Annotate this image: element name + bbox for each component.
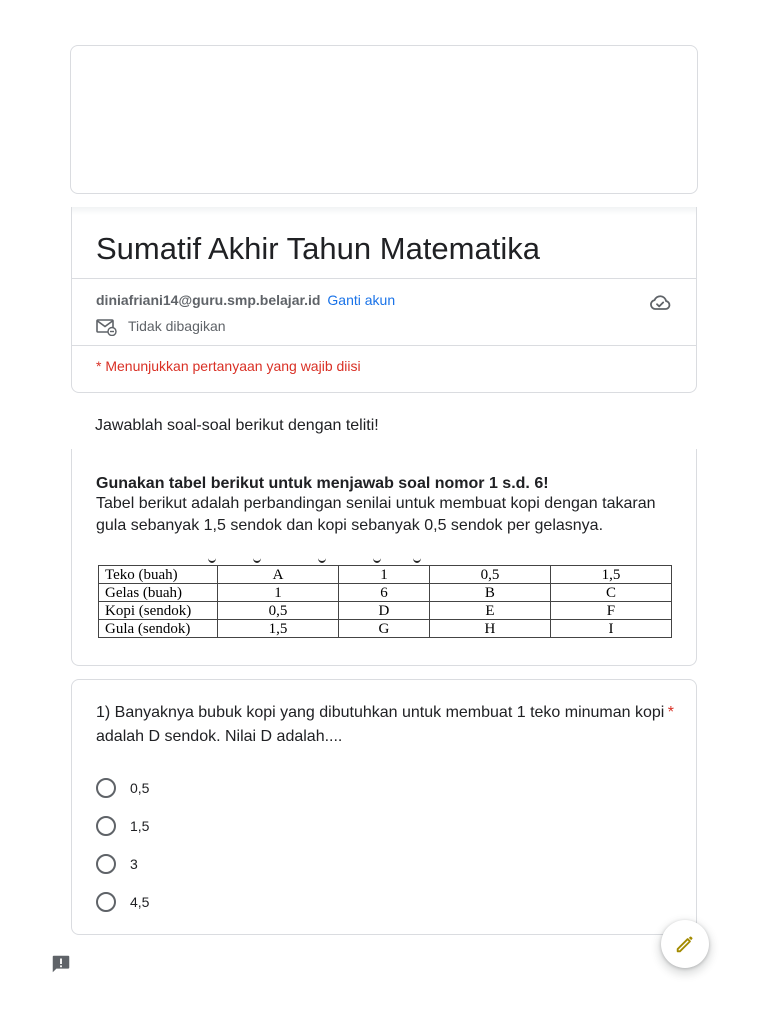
account-divider [72,345,696,346]
required-note: * Menunjukkan pertanyaan yang wajib diisi [96,358,361,374]
ratio-table-row-header: Teko (buah) [99,566,218,584]
mail-not-shared-icon [96,318,118,336]
share-status-label: Tidak dibagikan [128,318,226,334]
header-banner-card [70,45,698,194]
ratio-table-cell: 1,5 [550,566,671,584]
ratio-table-row-header: Kopi (sendok) [99,602,218,620]
question-line-1: 1) Banyaknya bubuk kopi yang dibutuhkan untuk membuat 1 teko minuman kopi [96,704,665,721]
answer-options [96,769,149,921]
report-feedback-icon[interactable] [50,953,72,975]
radio-button[interactable] [96,854,116,874]
option-4[interactable] [96,883,149,921]
ratio-table-cell: D [339,602,430,620]
edit-button[interactable] [661,920,709,968]
ratio-table-cell: H [429,620,550,638]
card-top-shadow [72,207,696,215]
form-instruction: Jawablah soal-soal berikut dengan teliti! [95,417,379,434]
ratio-table-cell: B [429,584,550,602]
ratio-table-cell: C [550,584,671,602]
ratio-table-cell: E [429,602,550,620]
ratio-table-row-header: Gelas (buah) [99,584,218,602]
ratio-table-image [98,557,674,641]
option-label: 1,5 [130,818,150,834]
ratio-table-cell: 0,5 [429,566,550,584]
ratio-table-row-header: Gula (sendok) [99,620,218,638]
cropped-text-fragment [198,557,438,565]
radio-button[interactable] [96,892,116,912]
section-card [71,449,697,666]
ratio-table-cell: G [339,620,430,638]
option-1[interactable] [96,769,149,807]
ratio-table-cell: A [218,566,339,584]
ratio-table-cell: F [550,602,671,620]
required-asterisk: * [667,704,674,721]
ratio-table-cell: I [550,620,671,638]
share-status [96,317,226,336]
ratio-table-cell: 1,5 [218,620,339,638]
ratio-table-cell: 1 [218,584,339,602]
ratio-table-cell: 0,5 [218,602,339,620]
ratio-table-row [99,620,672,638]
ratio-table-row [99,602,672,620]
ratio-table-row [99,584,672,602]
ratio-table-cell: 6 [339,584,430,602]
radio-button[interactable] [96,778,116,798]
radio-button[interactable] [96,816,116,836]
account-line [96,291,395,309]
question-card-1 [71,679,697,935]
section-heading: Gunakan tabel berikut untuk menjawab soal nomor 1 s.d. 6! [96,475,549,492]
option-label: 4,5 [130,894,150,910]
ratio-table [98,565,672,638]
account-email: diniafriani14@guru.smp.belajar.id [96,292,321,308]
question-text [96,701,674,749]
option-3[interactable] [96,845,149,883]
question-line-2: adalah D sendok. Nilai D adalah.... [96,728,343,745]
form-title-card [71,207,697,393]
title-divider [72,278,696,279]
pencil-icon [674,933,696,955]
section-description: Tabel berikut adalah perbandingan senilai untuk membuat kopi dengan takaran gula sebanyak 1,5 sendok dan kopi sebanyak 0,5 sendok per gelasnya. [96,495,656,534]
form-title: Sumatif Akhir Tahun Matematika [96,231,540,266]
cloud-saved-icon [648,291,672,315]
option-label: 0,5 [130,780,150,796]
ratio-table-cell: 1 [339,566,430,584]
option-2[interactable] [96,807,149,845]
ratio-table-row [99,566,672,584]
option-label: 3 [130,856,138,872]
switch-account-link[interactable]: Ganti akun [327,292,396,308]
